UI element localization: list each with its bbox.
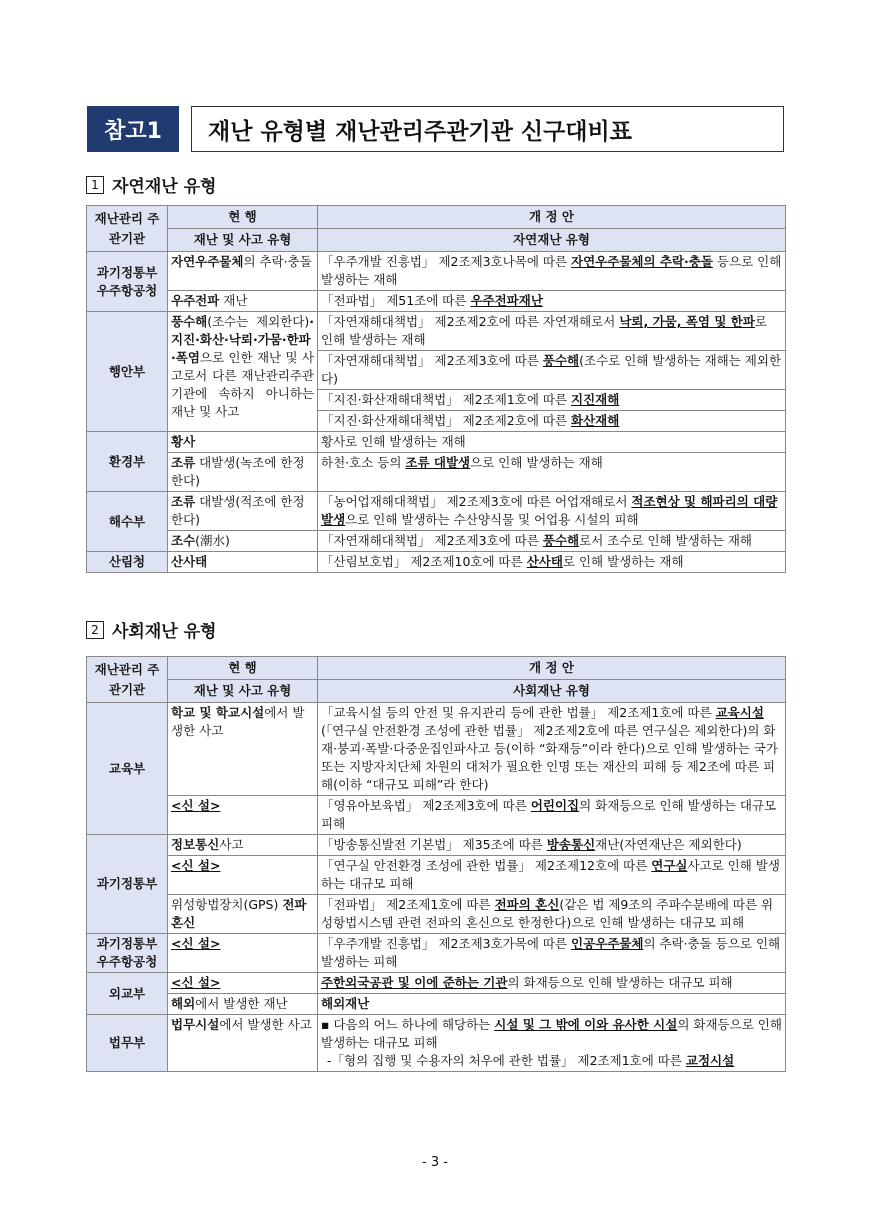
table-cell	[318, 973, 786, 994]
text-segment: <신 설>	[171, 858, 221, 873]
text-segment: 방송통신	[546, 837, 596, 852]
table-row	[87, 492, 786, 531]
org-cell: 과기정통부 우주항공청	[87, 934, 168, 973]
org-cell: 교육부	[87, 703, 168, 835]
text-segment: ·지진·화산·낙뢰·가뭄·한파·폭염	[171, 314, 314, 365]
text-segment: 「영유아보육법」 제2조제3호에 따른	[321, 798, 531, 813]
header-proposed-sub: 자연재난 유형	[318, 229, 786, 252]
text-segment: 풍수해	[542, 533, 580, 548]
table-cell	[318, 312, 786, 351]
header-current: 현 행	[168, 657, 318, 680]
text-segment: 자연우주물체의 추락·충돌	[571, 254, 713, 269]
org-cell: 산림청	[87, 552, 168, 573]
page-header	[87, 106, 784, 152]
table-cell	[168, 895, 318, 934]
text-segment: ▪ 다음의 어느 하나에 해당하는	[321, 1017, 495, 1032]
org-cell: 환경부	[87, 432, 168, 492]
header-current: 현 행	[168, 206, 318, 229]
table-cell	[318, 351, 786, 390]
table-cell	[318, 453, 786, 492]
text-segment: 대발생(녹조에 한정한다)	[171, 455, 305, 488]
table-row	[87, 973, 786, 994]
text-segment: 전파혼신	[171, 897, 307, 930]
table-cell	[168, 252, 318, 291]
section-social-heading	[86, 617, 216, 642]
header-current-sub: 재난 및 사고 유형	[168, 680, 318, 703]
table-row	[87, 934, 786, 973]
text-segment: 「전파법」 제51조에 따른	[321, 293, 471, 308]
text-segment: 「교육시설 등의 안전 및 유지관리 등에 관한 법률」 제2조제1호에 따른	[321, 705, 716, 720]
reference-badge: 참고1	[87, 106, 179, 152]
org-cell: 과기정통부	[87, 835, 168, 934]
text-segment: 교육시설	[715, 705, 764, 720]
table-cell	[168, 552, 318, 573]
text-segment: 의 추락·충돌 등으로 인해 발생하는 피해	[321, 936, 781, 969]
text-segment: 대발생(적조에 한정한다)	[171, 494, 305, 527]
table-cell	[168, 1015, 318, 1072]
header-proposed: 개 정 안	[318, 657, 786, 680]
text-segment: <신 설>	[171, 936, 221, 951]
text-segment: 교정시설	[685, 1053, 735, 1068]
table-cell	[318, 934, 786, 973]
table-cell	[318, 291, 786, 312]
text-segment: 「전파법」 제2조제1호에 따른	[321, 897, 495, 912]
text-segment: 하천·호소 등의	[321, 455, 406, 470]
table-cell	[318, 895, 786, 934]
text-segment: 우주전파재난	[470, 293, 543, 308]
text-segment: 풍수해	[542, 353, 580, 368]
text-segment: 「자연재해대책법」 제2조제3호에 따른	[321, 353, 543, 368]
text-segment: 의 추락·충돌	[243, 254, 312, 269]
table-row	[87, 796, 786, 835]
table-cell	[318, 531, 786, 552]
table-row	[87, 453, 786, 492]
text-segment: 조류	[171, 494, 196, 509]
text-segment: 산사태	[171, 554, 208, 569]
table-row	[87, 312, 786, 351]
text-segment: 「자연재해대책법」 제2조제2호에 따른 자연재해로서	[321, 314, 620, 329]
table-cell	[318, 252, 786, 291]
table-cell	[318, 835, 786, 856]
text-segment: 에서 발생한 재난	[195, 996, 288, 1011]
table-row	[87, 895, 786, 934]
text-segment: 로 인해 발생하는 재해	[562, 554, 684, 569]
table-cell	[168, 703, 318, 796]
text-segment: 의 화재등으로 인해 발생하는 대규모 피해	[321, 1017, 782, 1050]
table-cell	[318, 492, 786, 531]
text-segment: 위성항법장치(GPS)	[171, 897, 283, 912]
org-cell: 행안부	[87, 312, 168, 432]
text-segment: 정보통신	[171, 837, 220, 852]
text-segment: (조수로 인해 발생하는 재해는 제외한다)	[321, 353, 782, 386]
table-row	[87, 703, 786, 796]
header-org: 재난관리 주관기관	[87, 657, 168, 703]
text-segment: 「산림보호법」 제2조제10호에 따른	[321, 554, 527, 569]
table-cell	[318, 856, 786, 895]
text-segment: 으로 인해 발생하는 재해	[470, 455, 603, 470]
table-cell	[318, 1015, 786, 1072]
text-segment: 로 인해 발생하는 재해	[321, 314, 767, 347]
text-segment: 으로 인한 재난 및 사고로서 다른 재난관리주관기관에 속하지 아니하는 재난 및 사고	[171, 350, 314, 419]
text-segment: 사고	[219, 837, 244, 852]
table-cell	[168, 796, 318, 835]
header-current-sub: 재난 및 사고 유형	[168, 229, 318, 252]
text-segment: <신 설>	[171, 975, 221, 990]
text-segment: 인공우주물체	[571, 936, 644, 951]
text-segment: 법무시설	[171, 1017, 220, 1032]
text-segment: 우주전파	[171, 293, 220, 308]
header-proposed-sub: 사회재난 유형	[318, 680, 786, 703]
social-disaster-table	[86, 656, 786, 1072]
natural-disaster-table	[86, 205, 786, 573]
text-segment: 「방송통신발전 기본법」 제35조에 따른	[321, 837, 547, 852]
table-cell	[318, 994, 786, 1015]
text-segment: 학교 및 학교시설	[171, 705, 265, 720]
text-segment: (조수는 제외한다)	[207, 314, 310, 329]
org-cell: 과기정통부 우주항공청	[87, 252, 168, 312]
text-segment: 에서 발생한 사고	[171, 705, 305, 738]
table-row	[87, 531, 786, 552]
text-segment: 지진재해	[571, 392, 620, 407]
org-cell: 해수부	[87, 492, 168, 552]
table-row	[87, 291, 786, 312]
table-row	[87, 252, 786, 291]
table-cell	[168, 973, 318, 994]
table-cell	[168, 453, 318, 492]
text-segment: 으로 인해 발생하는 수산양식물 및 어업용 시설의 피해	[345, 512, 639, 527]
table-cell	[168, 531, 318, 552]
table-cell	[318, 432, 786, 453]
org-cell: 외교부	[87, 973, 168, 1015]
header-org: 재난관리 주관기관	[87, 206, 168, 252]
section-title: 사회재난 유형	[112, 622, 217, 642]
table-cell	[168, 994, 318, 1015]
table-cell	[318, 703, 786, 796]
text-segment: 에서 발생한 사고	[219, 1017, 312, 1032]
text-segment: 자연우주물체	[171, 254, 244, 269]
text-segment: 「지진·화산재해대책법」 제2조제1호에 따른	[321, 392, 572, 407]
text-segment: 조류	[171, 455, 196, 470]
text-segment: 「연구실 안전환경 조성에 관한 법률」 제2조제12호에 따른	[321, 858, 652, 873]
text-segment: 연구실	[651, 858, 688, 873]
table-row	[87, 835, 786, 856]
table-cell	[168, 856, 318, 895]
table-cell	[168, 492, 318, 531]
text-segment: 화산재해	[571, 413, 620, 428]
text-segment: 「지진·화산재해대책법」 제2조제2호에 따른	[321, 413, 572, 428]
section-title: 자연재난 유형	[112, 177, 217, 197]
text-segment: 「우주개발 진흥법」 제2조제3호나목에 따른	[321, 254, 572, 269]
section-number: 1	[86, 176, 104, 194]
text-segment: 황사	[171, 434, 196, 449]
text-segment: 산사태	[526, 554, 563, 569]
text-segment: 「농어업재해대책법」 제2조제3호에 따른 어업재해로서	[321, 494, 632, 509]
text-segment: 재난(자연재난은 제외한다)	[595, 837, 742, 852]
text-segment: -「형의 집행 및 수용자의 처우에 관한 법률」 제2조제1호에 따른	[327, 1053, 686, 1068]
text-segment: 적조현상 및 해파리의 대량발생	[321, 494, 778, 527]
text-segment: 등으로 인해 발생하는 재해	[321, 254, 782, 287]
table-cell	[168, 432, 318, 453]
section-natural-heading	[86, 172, 216, 197]
text-segment: 해외재난	[321, 996, 370, 1011]
text-segment: 풍수해	[171, 314, 208, 329]
table-cell	[168, 934, 318, 973]
table-cell	[318, 390, 786, 411]
page-number: - 3 -	[422, 1155, 448, 1170]
table-row	[87, 432, 786, 453]
text-segment: 「자연재해대책법」 제2조제3호에 따른	[321, 533, 543, 548]
text-segment: 재난	[219, 293, 248, 308]
text-segment: 해외	[171, 996, 196, 1011]
table-row	[87, 856, 786, 895]
table-cell	[318, 552, 786, 573]
table-cell	[168, 291, 318, 312]
text-segment: 조수	[171, 533, 196, 548]
text-segment: (같은 법 제9조의 주파수분배에 따른 위성항법시스템 관련 전파의 혼신으로 한정한다)으로 인해 발생하는 대규모 피해	[321, 897, 774, 930]
text-segment: 조류 대발생	[405, 455, 471, 470]
header-proposed: 개 정 안	[318, 206, 786, 229]
text-segment: 의 화재등으로 인해 발생하는 대규모 피해	[507, 975, 733, 990]
section-number: 2	[86, 621, 104, 639]
table-row	[87, 1015, 786, 1072]
table-cell	[168, 835, 318, 856]
text-segment: <신 설>	[171, 798, 221, 813]
table-row	[87, 994, 786, 1015]
table-cell	[168, 312, 318, 432]
text-segment: 사고로 인해 발생하는 대규모 피해	[321, 858, 780, 891]
text-segment: 로서 조수로 인해 발생하는 재해	[579, 533, 752, 548]
text-segment: 주한외국공관 및 이에 준하는 기관	[321, 975, 508, 990]
table-cell	[318, 796, 786, 835]
text-segment: 황사로 인해 발생하는 재해	[321, 434, 466, 449]
table-row	[87, 552, 786, 573]
text-segment: (「연구실 안전환경 조성에 관한 법률」 제2조제2호에 따른 연구실은 제외한다)의 화재·붕괴·폭발·다중운집인파사고 등(이하 “화재등”이라 한다)으로 인해 발생하는 국가 또는 지방자치단체 차원의 대처가 필요한 인명 또는 재산의 피해 등 제2조에 따른 피해(이하 “대규모 피해”라 한다)	[321, 723, 778, 792]
org-cell: 법무부	[87, 1015, 168, 1072]
text-segment: 어린이집	[530, 798, 580, 813]
table-cell	[318, 411, 786, 432]
text-segment: (潮水)	[195, 533, 230, 548]
text-segment: 의 화재등으로 인해 발생하는 대규모 피해	[321, 798, 777, 831]
text-segment: 전파의 혼신	[494, 897, 560, 912]
text-segment: 낙뢰, 가뭄, 폭염 및 한파	[619, 314, 755, 329]
page-title: 재난 유형별 재난관리주관기관 신구대비표	[191, 106, 784, 152]
text-segment: 「우주개발 진흥법」 제2조제3호가목에 따른	[321, 936, 572, 951]
text-segment: 시설 및 그 밖에 이와 유사한 시설	[494, 1017, 678, 1032]
